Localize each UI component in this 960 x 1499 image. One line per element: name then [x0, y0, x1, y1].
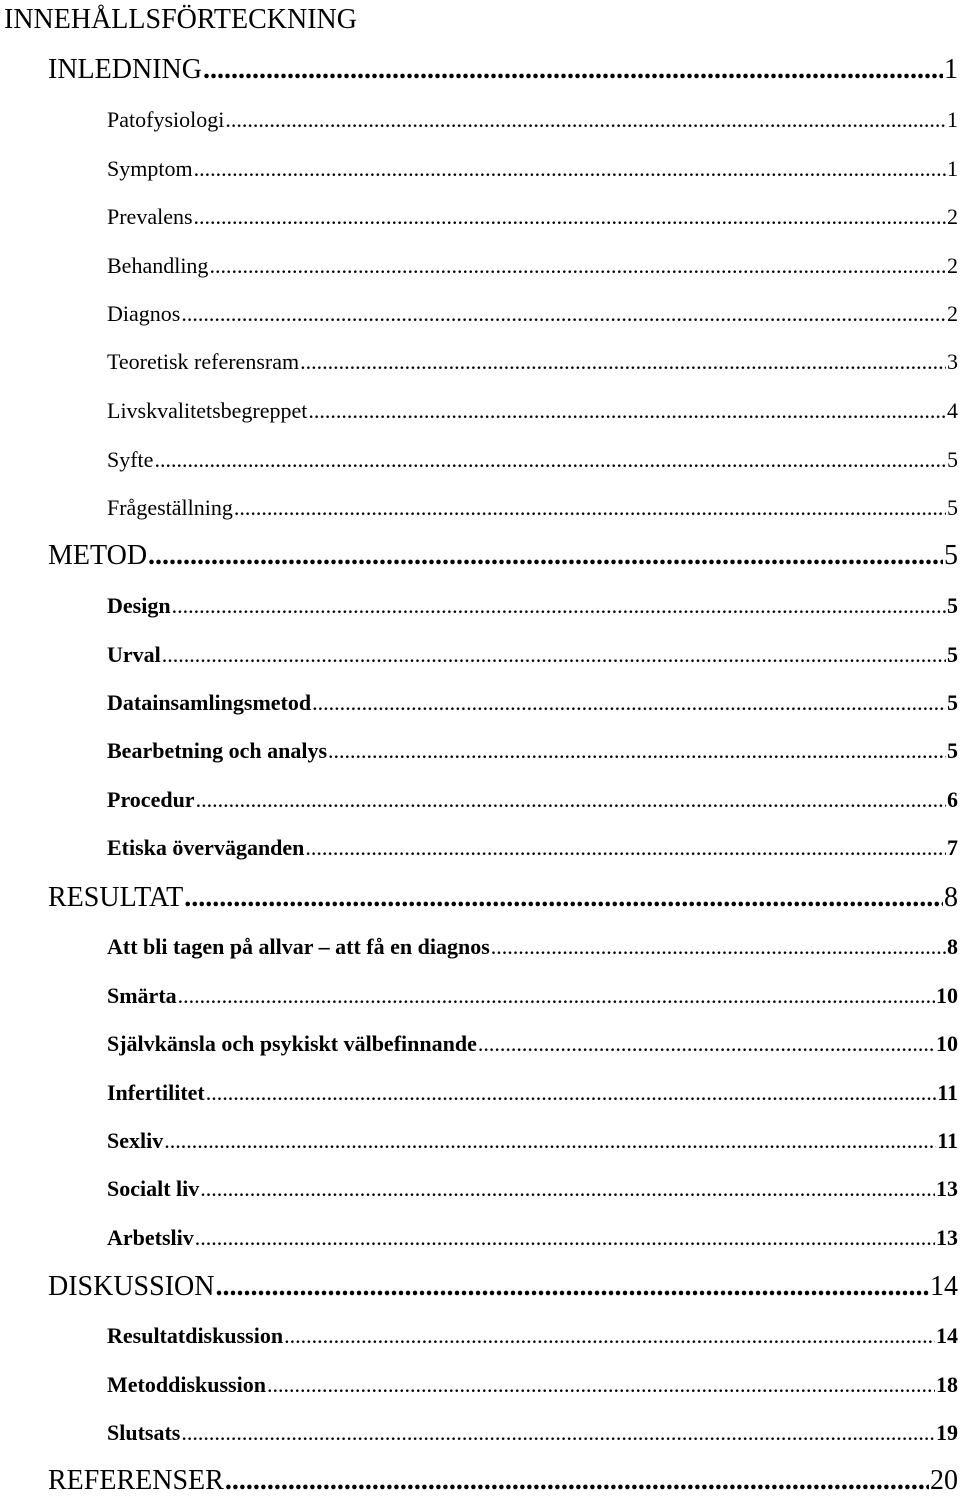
toc-entry-title: Diagnos: [107, 301, 181, 326]
dot-leader: [200, 1174, 935, 1204]
toc-entry-resultatdiskussion[interactable]: [107, 1321, 958, 1351]
dot-leader: [267, 1370, 935, 1400]
toc-entry-title: REFERENSER: [48, 1465, 224, 1496]
dot-leader: [203, 52, 943, 88]
toc-entry-inledning[interactable]: [48, 52, 958, 88]
toc-entry-title: Självkänsla och psykiskt välbefinnande: [107, 1031, 477, 1056]
toc-entry-title: Procedur: [107, 787, 195, 812]
toc-entry-title: Smärta: [107, 983, 177, 1008]
toc-entry-title: Att bli tagen på allvar – att få en diagnos: [107, 934, 490, 959]
toc-entry-diagnos[interactable]: [107, 299, 958, 329]
toc-entry-page-number: 2: [947, 301, 958, 326]
toc-entry-page-number: 8: [944, 882, 958, 913]
toc-entry-page-number: 5: [947, 593, 958, 618]
toc-entry-page-number: 11: [937, 1080, 958, 1105]
toc-entry-page-number: 6: [947, 787, 958, 812]
toc-entry-title: Design: [107, 593, 171, 618]
toc-entry-title: Slutsats: [107, 1420, 181, 1445]
toc-entry-teoretisk-referensram[interactable]: [107, 347, 958, 377]
toc-entry-title: RESULTAT: [48, 882, 184, 913]
dot-leader: [300, 347, 946, 377]
toc-entry-diskussion[interactable]: [48, 1269, 958, 1305]
toc-entry-urval[interactable]: [107, 640, 958, 670]
toc-entry-procedur[interactable]: [107, 785, 958, 815]
dot-leader: [305, 833, 946, 863]
toc-entry-page-number: 11: [937, 1128, 958, 1153]
toc-entry-title: Syfte: [107, 447, 154, 472]
dot-leader: [284, 1321, 935, 1351]
dot-leader: [195, 1223, 935, 1253]
toc-entry-patofysiologi[interactable]: [107, 105, 958, 135]
toc-entry-symptom[interactable]: [107, 154, 958, 184]
toc-entry-page-number: 5: [944, 540, 958, 571]
dot-leader: [181, 1418, 935, 1448]
toc-entry-page-number: 10: [936, 1031, 958, 1056]
dot-leader: [491, 932, 946, 962]
dot-leader: [206, 1078, 936, 1108]
toc-entry-title: DISKUSSION: [48, 1271, 215, 1302]
dot-leader: [209, 251, 946, 281]
dot-leader: [225, 1463, 929, 1499]
toc-entry-slutsats[interactable]: [107, 1418, 958, 1448]
toc-entry-etiska-overvaganden[interactable]: [107, 833, 958, 863]
toc-entry-title: Socialt liv: [107, 1176, 200, 1201]
toc-entry-bearbetning-och-analys[interactable]: [107, 736, 958, 766]
toc-entry-title: METOD: [48, 540, 148, 571]
toc-entry-page-number: 5: [947, 690, 958, 715]
toc-entry-page-number: 14: [930, 1271, 958, 1302]
toc-entry-title: Symptom: [107, 156, 193, 181]
toc-entry-title: Prevalens: [107, 204, 193, 229]
dot-leader: [312, 688, 946, 718]
dot-leader: [478, 1029, 935, 1059]
dot-leader: [178, 981, 935, 1011]
toc-entry-title: Etiska överväganden: [107, 835, 305, 860]
toc-entry-page-number: 13: [936, 1176, 958, 1201]
toc-entry-page-number: 2: [947, 204, 958, 229]
toc-entry-title: Patofysiologi: [107, 107, 225, 132]
toc-entry-page-number: 10: [936, 983, 958, 1008]
dot-leader: [308, 396, 946, 426]
toc-entry-title: Bearbetning och analys: [107, 738, 328, 763]
toc-entry-page-number: 5: [947, 495, 958, 520]
toc-entry-page-number: 5: [947, 642, 958, 667]
toc-entry-behandling[interactable]: [107, 251, 958, 281]
toc-entry-metod[interactable]: [48, 538, 958, 574]
toc-entry-title: Frågeställning: [107, 495, 233, 520]
toc-entry-title: Resultatdiskussion: [107, 1323, 284, 1348]
toc-entry-livskvalitetsbegreppet[interactable]: [107, 396, 958, 426]
dot-leader: [194, 154, 946, 184]
dot-leader: [162, 640, 946, 670]
toc-entry-page-number: 1: [944, 54, 958, 85]
toc-entry-title: Sexliv: [107, 1128, 164, 1153]
toc-entry-page-number: 4: [947, 398, 958, 423]
toc-entry-referenser[interactable]: [48, 1463, 958, 1499]
toc-entry-fragestallning[interactable]: [107, 493, 958, 523]
dot-leader: [148, 538, 943, 574]
toc-entry-infertilitet[interactable]: [107, 1078, 958, 1108]
dot-leader: [184, 880, 943, 916]
toc-entry-title: Teoretisk referensram: [107, 349, 300, 374]
dot-leader: [328, 736, 946, 766]
toc-entry-syfte[interactable]: [107, 445, 958, 475]
toc-entry-att-bli-tagen-pa-allvar-att-fa-en-diagnos[interactable]: [107, 932, 958, 962]
toc-entry-page-number: 14: [936, 1323, 958, 1348]
toc-entry-page-number: 5: [947, 738, 958, 763]
page-title: INNEHÅLLSFÖRTECKNING: [4, 4, 357, 35]
toc-entry-title: Behandling: [107, 253, 209, 278]
toc-entry-title: Metoddiskussion: [107, 1372, 266, 1397]
dot-leader: [164, 1126, 936, 1156]
dot-leader: [234, 493, 946, 523]
dot-leader: [172, 591, 946, 621]
toc-entry-page-number: 3: [947, 349, 958, 374]
toc-entry-sexliv[interactable]: [107, 1126, 958, 1156]
toc-entry-smarta[interactable]: [107, 981, 958, 1011]
toc-entry-arbetsliv[interactable]: [107, 1223, 958, 1253]
dot-leader: [181, 299, 946, 329]
toc-entry-datainsamlingsmetod[interactable]: [107, 688, 958, 718]
dot-leader: [154, 445, 946, 475]
toc-entry-page-number: 18: [936, 1372, 958, 1397]
toc-entry-page-number: 19: [936, 1420, 958, 1445]
toc-entry-title: INLEDNING: [48, 54, 202, 85]
toc-entry-title: Infertilitet: [107, 1080, 205, 1105]
toc-entry-page-number: 13: [936, 1225, 958, 1250]
dot-leader: [196, 785, 946, 815]
toc-entry-resultat[interactable]: [48, 880, 958, 916]
toc-entry-socialt-liv[interactable]: [107, 1174, 958, 1204]
toc-entry-page-number: 8: [947, 934, 958, 959]
toc-entry-page-number: 1: [947, 156, 958, 181]
toc-entry-title: Urval: [107, 642, 161, 667]
dot-leader: [215, 1269, 929, 1305]
toc-entry-design[interactable]: [107, 591, 958, 621]
toc-entry-title: Arbetsliv: [107, 1225, 194, 1250]
toc-entry-page-number: 1: [947, 107, 958, 132]
toc-entry-sjalvkansla-och-psykiskt-valbefinnande[interactable]: [107, 1029, 958, 1059]
toc-entry-title: Datainsamlingsmetod: [107, 690, 312, 715]
toc-entry-title: Livskvalitetsbegreppet: [107, 398, 308, 423]
toc-entry-prevalens[interactable]: [107, 202, 958, 232]
toc-entry-page-number: 20: [930, 1465, 958, 1496]
toc-entry-metoddiskussion[interactable]: [107, 1370, 958, 1400]
toc-entry-page-number: 5: [947, 447, 958, 472]
dot-leader: [225, 105, 946, 135]
toc-entry-page-number: 7: [947, 835, 958, 860]
dot-leader: [194, 202, 946, 232]
toc-entry-page-number: 2: [947, 253, 958, 278]
